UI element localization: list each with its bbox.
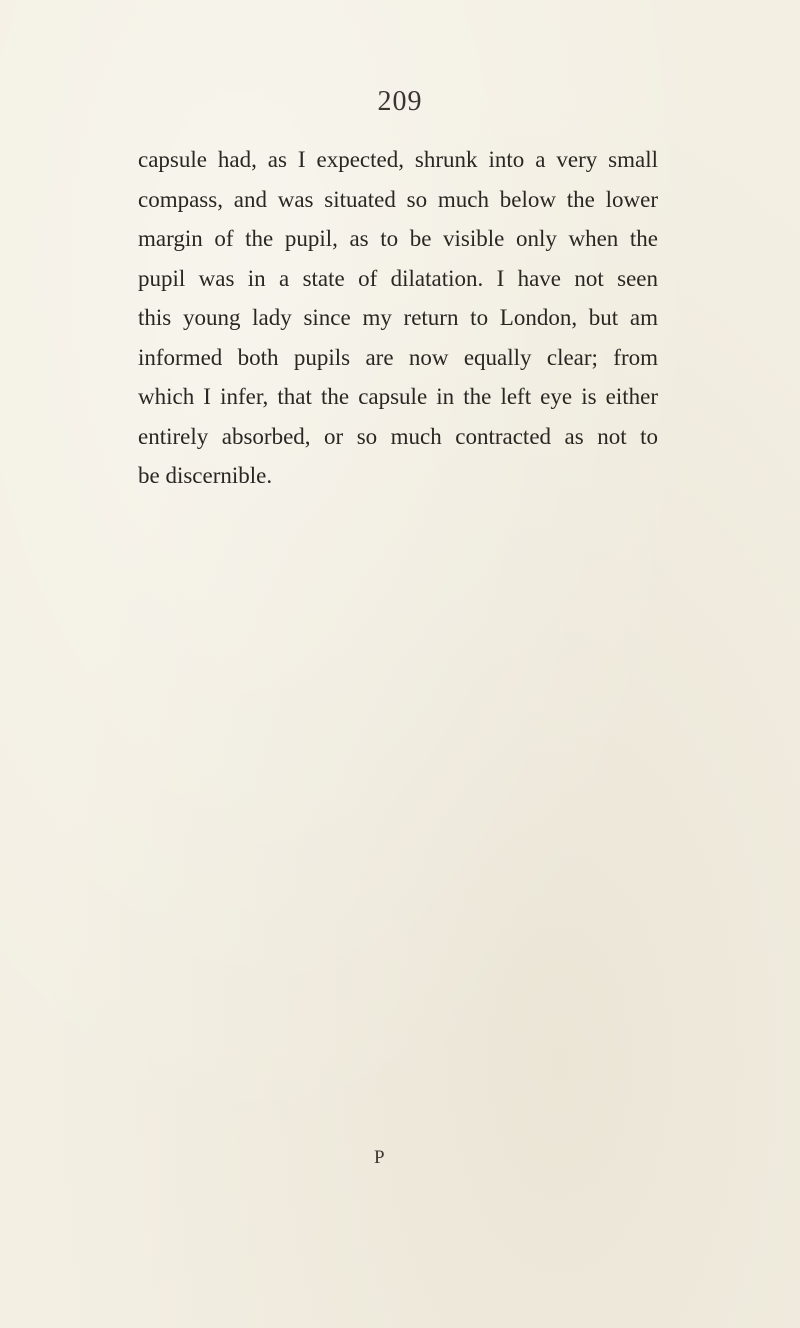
text-line: capsule had, as I expected, shrunk into a very small xyxy=(138,147,658,172)
text-line: which I infer, that the capsule in the left eye is either xyxy=(138,384,658,409)
text-line: pupil was in a state of dilatation. I have not seen xyxy=(138,265,658,291)
page-number: 209 xyxy=(377,86,423,117)
show-through-text xyxy=(120,500,680,1060)
signature-mark: P xyxy=(374,1147,385,1168)
bleed-line xyxy=(120,500,680,540)
text-line: entirely absorbed, or so much contracted as not to xyxy=(138,423,658,449)
text-line: be discernible. xyxy=(138,463,273,488)
text-line: informed both pupils are now equally clear; from xyxy=(138,344,658,370)
text-line: this young lady since my return to London, but am xyxy=(138,305,658,330)
text-line: margin of the pupil, as to be visible only when the xyxy=(138,226,658,251)
body-paragraph xyxy=(138,140,658,496)
text-line: compass, and was situated so much below the lower xyxy=(138,186,658,212)
